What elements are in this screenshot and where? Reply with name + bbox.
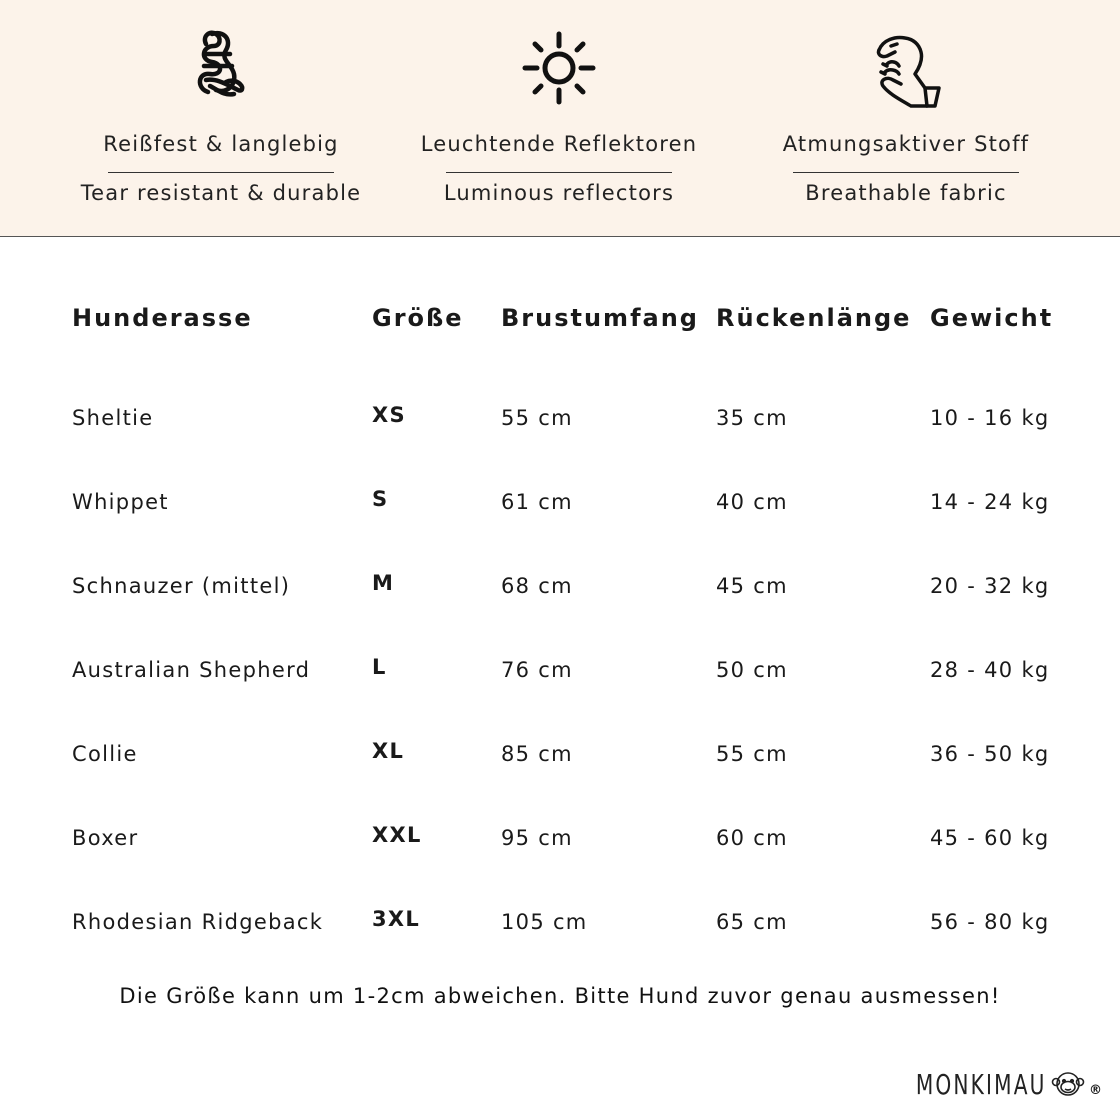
- cell-back: 50 cm: [716, 658, 788, 682]
- table-header-row: [72, 290, 1070, 346]
- header-chest: Brustumfang: [501, 304, 699, 332]
- cell-breed: Australian Shepherd: [72, 658, 311, 682]
- cell-weight: 56 - 80 kg: [930, 910, 1050, 934]
- cell-size: L: [372, 655, 387, 679]
- feature-divider: [108, 172, 334, 173]
- cell-back: 65 cm: [716, 910, 788, 934]
- cell-size: 3XL: [372, 907, 421, 931]
- cell-breed: Sheltie: [72, 406, 154, 430]
- feature-reflectors: [389, 0, 729, 237]
- header-weight: Gewicht: [930, 304, 1054, 332]
- cell-weight: 10 - 16 kg: [930, 406, 1050, 430]
- header-breed: Hunderasse: [72, 304, 253, 332]
- cell-chest: 85 cm: [501, 742, 573, 766]
- cell-breed: Rhodesian Ridgeback: [72, 910, 324, 934]
- table-row: [72, 880, 1070, 964]
- monkey-face-icon: [1051, 1067, 1085, 1101]
- feature-breathable: [736, 0, 1076, 237]
- feature-label-de: Atmungsaktiver Stoff: [782, 132, 1030, 156]
- cell-back: 55 cm: [716, 742, 788, 766]
- cell-breed: Schnauzer (mittel): [72, 574, 291, 598]
- cell-size: S: [372, 487, 389, 511]
- cell-size: XXL: [372, 823, 422, 847]
- size-note: Die Größe kann um 1-2cm abweichen. Bitte Hund zuvor genau ausmessen!: [119, 984, 1001, 1008]
- feature-divider: [793, 172, 1019, 173]
- cell-breed: Collie: [72, 742, 138, 766]
- cell-chest: 55 cm: [501, 406, 573, 430]
- header-back: Rückenlänge: [716, 304, 912, 332]
- features-banner: [0, 0, 1120, 237]
- cell-weight: 28 - 40 kg: [930, 658, 1050, 682]
- cell-weight: 20 - 32 kg: [930, 574, 1050, 598]
- feature-label-de: Leuchtende Reflektoren: [420, 132, 698, 156]
- cell-size: M: [372, 571, 395, 595]
- header-size: Größe: [372, 304, 464, 332]
- size-chart-table: [72, 290, 1070, 964]
- table-row: [72, 544, 1070, 628]
- cell-weight: 14 - 24 kg: [930, 490, 1050, 514]
- cell-breed: Whippet: [72, 490, 169, 514]
- brand-logo: [865, 1064, 1102, 1104]
- cell-chest: 61 cm: [501, 490, 573, 514]
- table-row: [72, 796, 1070, 880]
- table-row: [72, 460, 1070, 544]
- feature-label-en: Luminous reflectors: [443, 181, 675, 205]
- cell-weight: 45 - 60 kg: [930, 826, 1050, 850]
- hand-pinch-icon: [861, 24, 951, 114]
- cell-chest: 76 cm: [501, 658, 573, 682]
- feature-divider: [446, 172, 672, 173]
- sun-icon: [514, 24, 604, 114]
- registered-mark: ®: [1089, 1083, 1102, 1098]
- feature-label-de: Reißfest & langlebig: [103, 132, 339, 156]
- feature-tear-resistant: [51, 0, 391, 237]
- feature-label-en: Tear resistant & durable: [80, 181, 362, 205]
- cell-chest: 105 cm: [501, 910, 588, 934]
- table-row: [72, 628, 1070, 712]
- cell-back: 40 cm: [716, 490, 788, 514]
- cell-weight: 36 - 50 kg: [930, 742, 1050, 766]
- brand-name: MONKIMAU: [916, 1067, 1047, 1101]
- cell-back: 60 cm: [716, 826, 788, 850]
- rope-icon: [176, 24, 266, 114]
- cell-chest: 95 cm: [501, 826, 573, 850]
- feature-label-en: Breathable fabric: [805, 181, 1007, 205]
- table-row: [72, 346, 1070, 460]
- cell-breed: Boxer: [72, 826, 139, 850]
- cell-back: 45 cm: [716, 574, 788, 598]
- cell-size: XS: [372, 403, 406, 427]
- table-row: [72, 712, 1070, 796]
- cell-back: 35 cm: [716, 406, 788, 430]
- cell-chest: 68 cm: [501, 574, 573, 598]
- cell-size: XL: [372, 739, 405, 763]
